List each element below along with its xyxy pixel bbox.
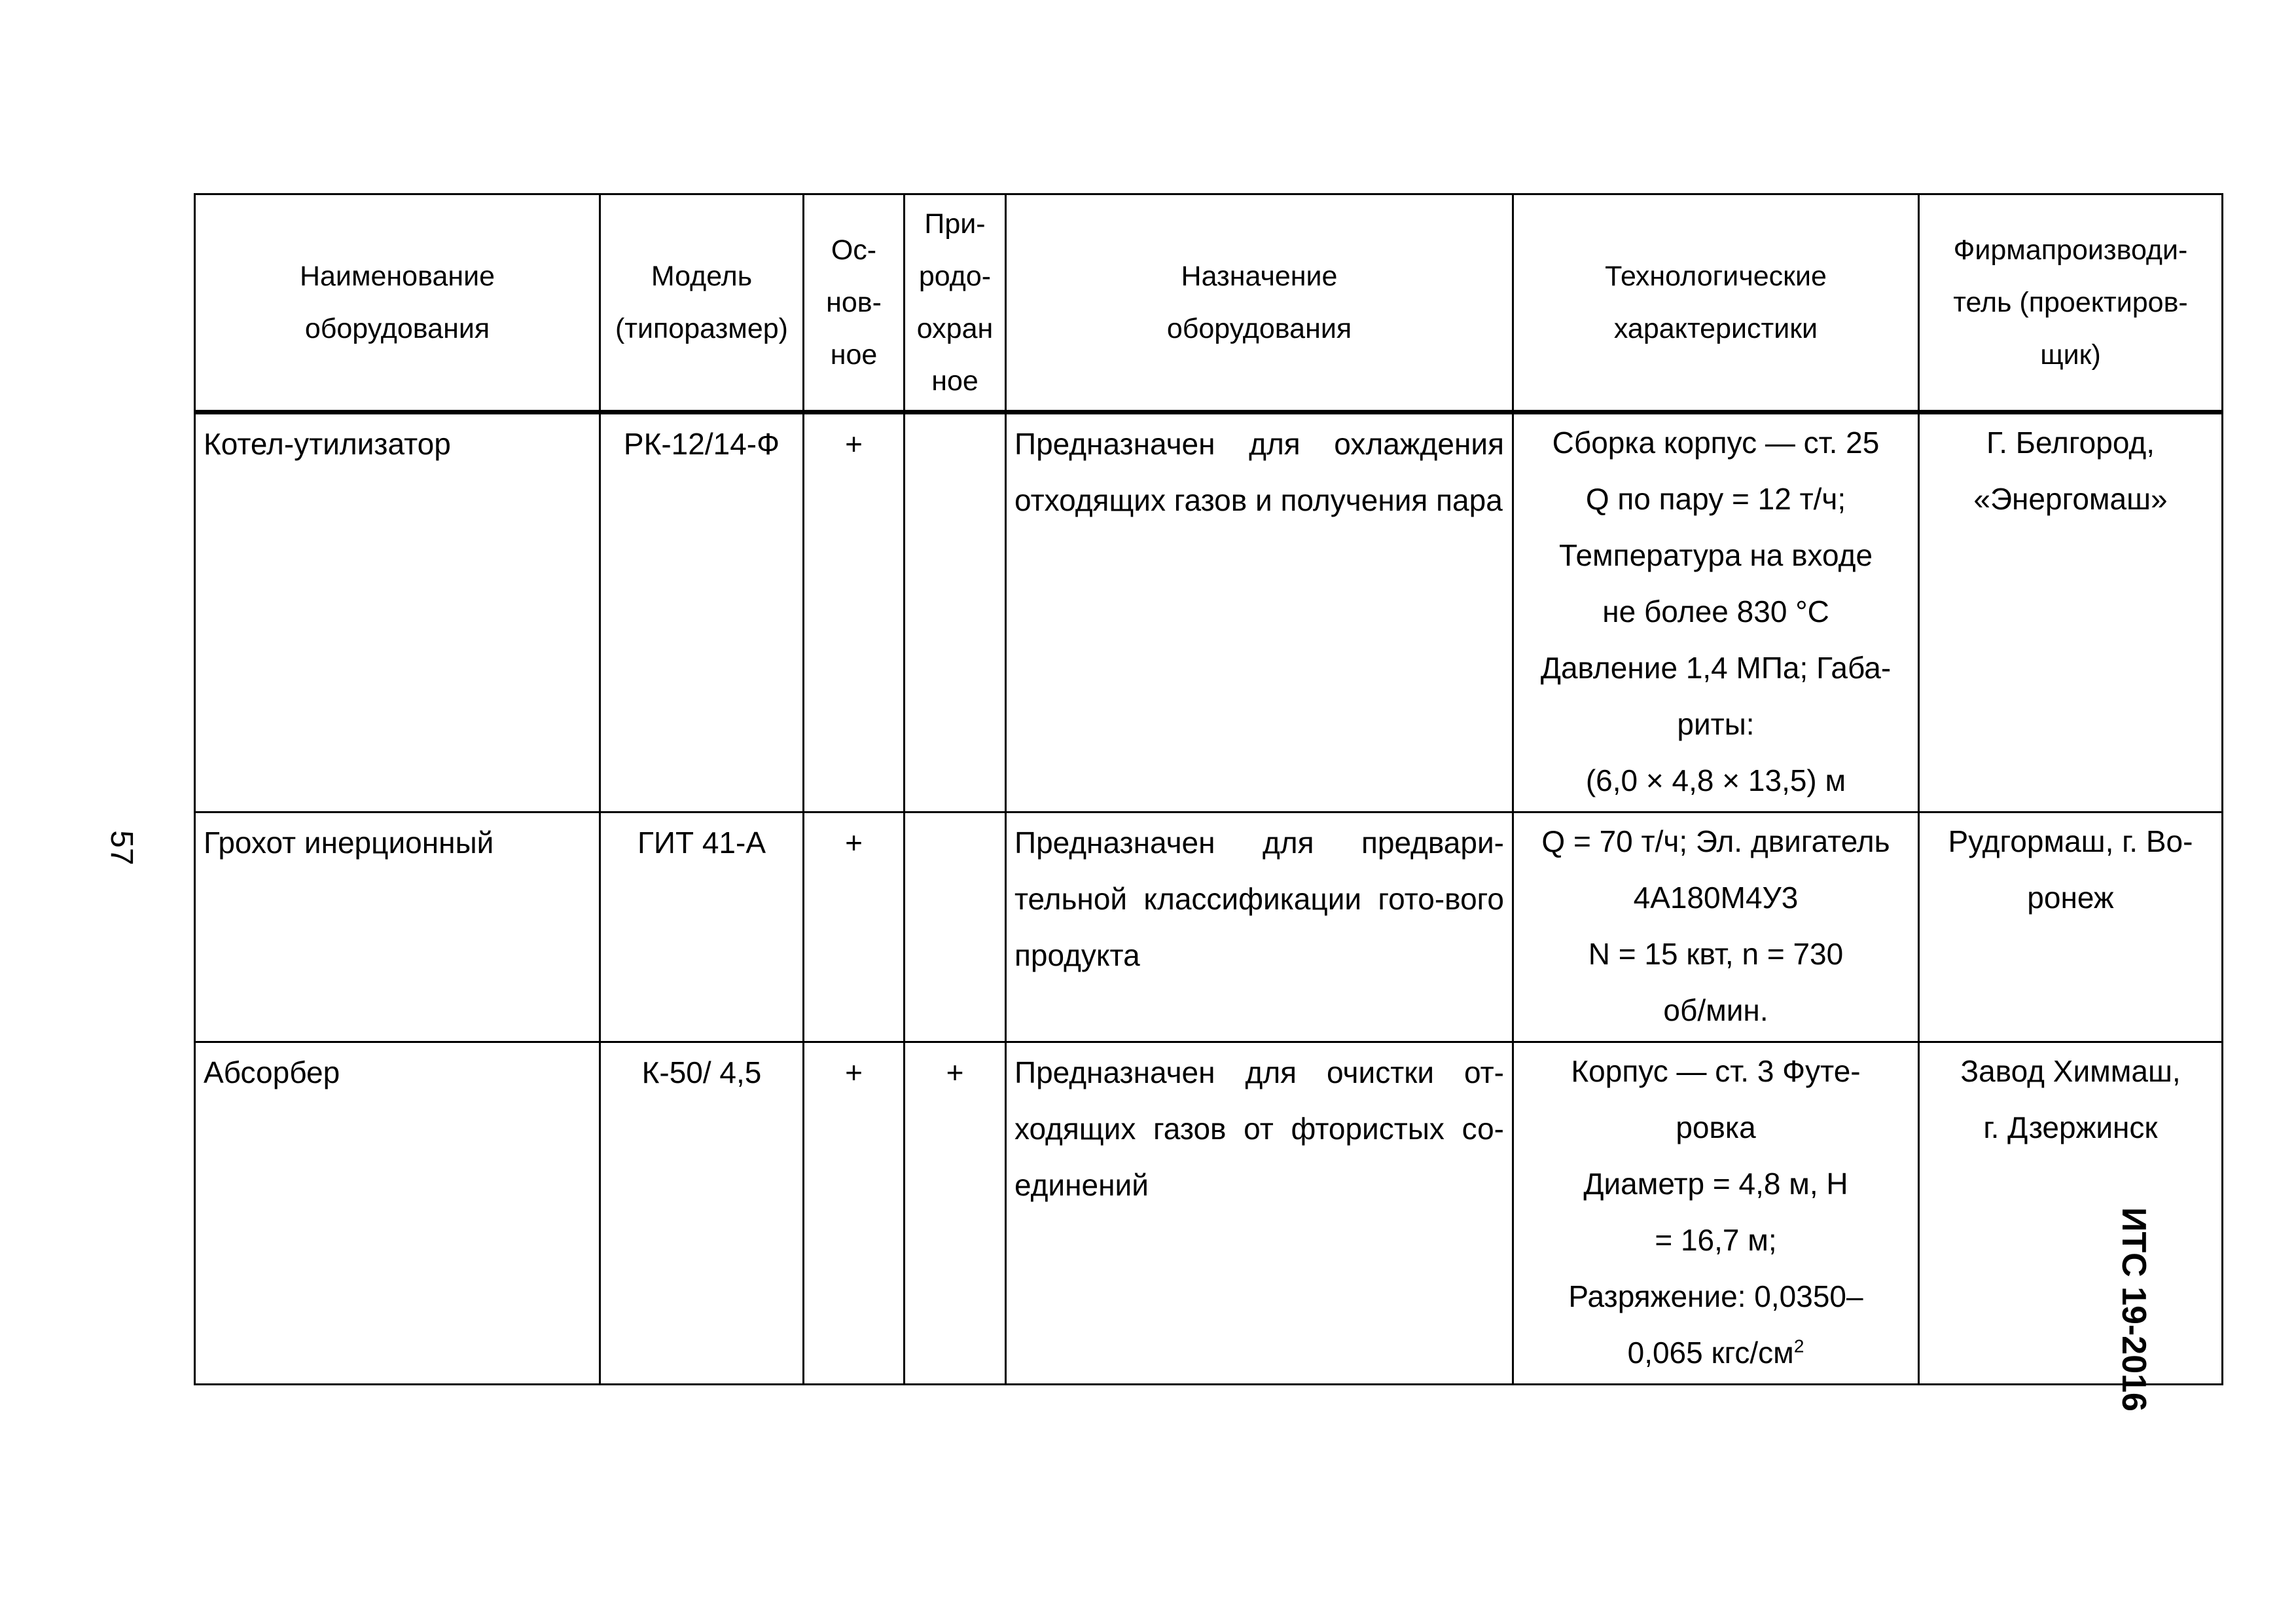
cell-purpose: Предназначен для очистки от-ходящих газов от фтористых со-единений: [1006, 1042, 1513, 1385]
tech-line: ровка: [1676, 1110, 1756, 1144]
maker-line: г. Дзержинск: [1983, 1110, 2158, 1144]
tech-line: Корпус — ст. 3 Футе-: [1571, 1054, 1861, 1088]
cell-name: Грохот инерционный: [195, 812, 600, 1042]
tech-line: Диаметр = 4,8 м, Н: [1583, 1167, 1848, 1201]
header-tech: Технологические характеристики: [1513, 194, 1919, 412]
maker-line: «Энергомаш»: [1973, 482, 2168, 516]
tech-line: Q по пару = 12 т/ч;: [1585, 482, 1846, 516]
maker-line: Завод Химмаш,: [1960, 1054, 2181, 1088]
tech-line: Q = 70 т/ч; Эл. двигатель: [1541, 824, 1890, 858]
table-row: [195, 412, 2223, 812]
cell-model: РК-12/14-Ф: [600, 412, 804, 812]
header-purpose: Назначение оборудования: [1006, 194, 1513, 412]
cell-main: +: [804, 1042, 905, 1385]
maker-line: ронеж: [2027, 881, 2114, 915]
page-number: 57: [104, 830, 139, 866]
tech-line: Температура на входе: [1558, 538, 1873, 572]
tech-line: не более 830 °С: [1602, 594, 1829, 629]
cell-eco: [905, 412, 1006, 812]
header-model: Модель (типоразмер): [600, 194, 804, 412]
tech-line: об/мин.: [1663, 993, 1768, 1027]
cell-purpose: Предназначен для охлаждения отходящих газов и получения пара: [1006, 412, 1513, 812]
cell-maker: [1919, 412, 2223, 812]
tech-line: (6,0 × 4,8 × 13,5) м: [1585, 763, 1846, 797]
tech-line: N = 15 квт, n = 730: [1588, 937, 1844, 971]
cell-name: Котел-утилизатор: [195, 412, 600, 812]
equipment-table: [194, 193, 2223, 1385]
cell-eco: [905, 812, 1006, 1042]
cell-tech: [1513, 1042, 1919, 1385]
superscript-exponent: 2: [1793, 1336, 1804, 1357]
tech-line: Давление 1,4 МПа; Габа-: [1540, 651, 1892, 685]
cell-model: К-50/ 4,5: [600, 1042, 804, 1385]
header-maker: Фирмапроизводи- тель (проектиров- щик): [1919, 194, 2223, 412]
tech-line: = 16,7 м;: [1655, 1223, 1777, 1257]
cell-tech: [1513, 412, 1919, 812]
tech-line: [1520, 1324, 1911, 1381]
table-row: [195, 812, 2223, 1042]
cell-tech: [1513, 812, 1919, 1042]
cell-purpose: Предназначен для предвари-тельной классификации гото-вого продукта: [1006, 812, 1513, 1042]
cell-maker: [1919, 812, 2223, 1042]
cell-name: Абсорбер: [195, 1042, 600, 1385]
header-eco: При- родо- охран ное: [905, 194, 1006, 412]
cell-main: +: [804, 812, 905, 1042]
cell-model: ГИТ 41-А: [600, 812, 804, 1042]
tech-line: Сборка корпус — ст. 25: [1552, 426, 1880, 460]
header-equipment-name: Наименование оборудования: [195, 194, 600, 412]
tech-line: Разряжение: 0,0350–: [1568, 1279, 1863, 1313]
document-code: ИТС 19-2016: [2115, 1207, 2153, 1412]
cell-maker: [1919, 1042, 2223, 1385]
table-row: [195, 1042, 2223, 1385]
maker-line: Рудгормаш, г. Во-: [1948, 824, 2193, 858]
tech-line: 4А180М4У3: [1633, 881, 1799, 915]
maker-line: Г. Белгород,: [1986, 426, 2155, 460]
tech-line: риты:: [1677, 707, 1755, 741]
header-main: Ос- нов- ное: [804, 194, 905, 412]
cell-eco: +: [905, 1042, 1006, 1385]
table-header-row: [195, 194, 2223, 412]
tech-line-text: 0,065 кгс/см: [1627, 1336, 1794, 1370]
cell-main: +: [804, 412, 905, 812]
